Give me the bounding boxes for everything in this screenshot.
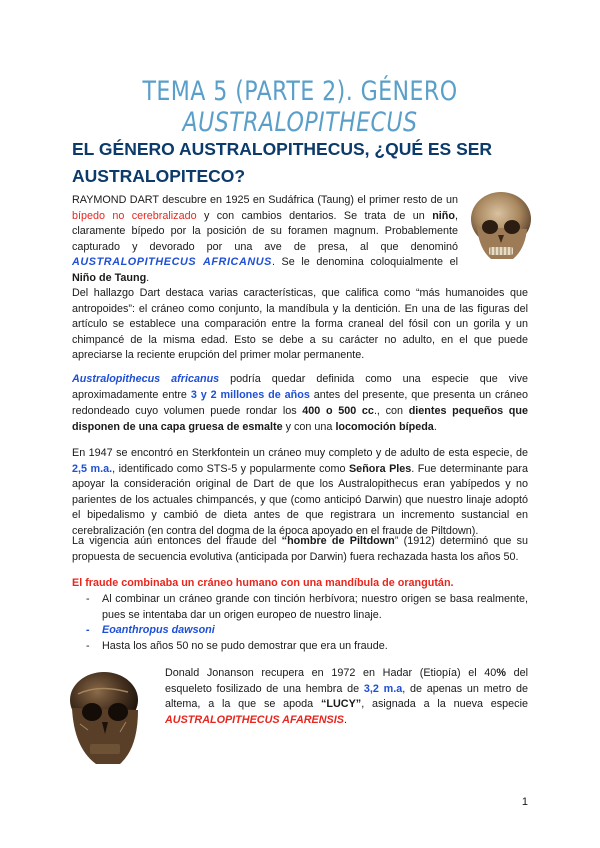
paragraph-piltdown <box>72 534 528 565</box>
list-item: - Al combinar un cráneo grande con tinción herbívora; nuestro origen se basa realmente, pues se intentaba dar un origen europeo de nuestro linaje. <box>72 592 528 623</box>
text: , claramente bípedo por la posición de su foramen magnum. Probablemente capturado y devorado por una ave de presa, al que denominó <box>72 209 458 253</box>
bold-text: 400 o 500 cc <box>302 405 374 417</box>
species-name: Australopithecus africanus <box>72 373 220 385</box>
paragraph-dart <box>72 193 458 287</box>
bold-text: “hombre de Piltdown <box>281 535 395 547</box>
bold-text: dientes pequeños que disponen de una capa gruesa de esmalte <box>72 405 529 433</box>
text: podría quedar definida como una especie que vive aproximadamente entre <box>72 373 528 401</box>
taung-skull-image <box>465 187 537 267</box>
text: , asignada a la nueva especie <box>361 698 528 711</box>
highlight-years: 3 y 2 millones de años <box>190 389 310 401</box>
bold-text: % <box>496 667 506 679</box>
highlight-age: 2,5 m.a. <box>72 462 113 475</box>
text: RAYMOND DART descubre en 1925 en Sudáfrica (Taung) el primer resto de un <box>72 194 458 206</box>
paragraph-africanus <box>72 371 528 435</box>
page-number: 1 <box>521 796 528 808</box>
bold-text: locomoción bípeda <box>335 421 434 433</box>
text: y con cambios dentarios. Se trata de un <box>196 209 433 222</box>
text: . Se le denomina coloquialmente el <box>271 256 458 269</box>
highlight-red: bípedo no cerebralizado <box>72 209 197 222</box>
species-name: AUSTRALOPITHECUS AFARENSIS <box>165 713 344 726</box>
text: . <box>146 271 150 284</box>
text: , identificado como STS-5 y popularmente como <box>112 462 349 475</box>
text: . Fue determinante para apoyar la consideración original de Dart de que los Australopithecus eran yabípedos y no parientes de los actuales chimpancés, y que (como anticipó Darwin) que nuestro linaje adoptó el bipedalismo y cambió de dieta antes de que registrara un incremento sustancial en cerebralización (en contra del dogma de la época apoyado en el fraude de Piltdown). <box>72 462 528 537</box>
paragraph-characteristics: Del hallazgo Dart destaca varias características, que califica como “más humanoides que antropoides”: el cráneo como conjunto, la mandíbula y la dentición. En una de las figuras del artículo se establece una comparación entre la forma craneal del fósil con un gorila y un chimpancé de la misma edad. Esto se debe a su carácter no adulto, en el que puede apreciarse la reciente erupción del primer molar permanente. <box>72 287 528 362</box>
lucy-skull-image <box>58 664 154 772</box>
species-name: AUSTRALOPITHECUS AFRICANUS <box>72 256 272 269</box>
fraud-bullet-list <box>72 592 528 654</box>
text: , de apenas un metro de altema, a la que se apoda <box>165 682 528 711</box>
page-title <box>54 76 546 138</box>
list-item: - Eoanthropus dawsoni <box>72 623 528 639</box>
bold-text: Señora Ples <box>348 462 412 475</box>
text: del esqueleto fosilizado de una hembra de <box>165 667 528 695</box>
text: . <box>433 421 437 433</box>
text: La vigencia aún entonces del fraude del <box>72 535 282 547</box>
paragraph-sterkfontein <box>72 446 528 540</box>
text: . <box>343 713 347 726</box>
bold-text: “LUCY” <box>320 698 362 711</box>
paragraph-lucy <box>165 666 528 728</box>
text: y con una <box>282 421 336 433</box>
text: En 1947 se encontró en Sterkfontein un cráneo muy completo y de adulto de esta especie, de <box>72 447 528 459</box>
text: Donald Jonanson recupera en 1972 en Hadar (Etiopía) el 40 <box>165 667 497 679</box>
fraud-statement: El fraude combinaba un cráneo humano con una mandíbula de orangután. <box>72 577 454 589</box>
text: ” (1912) determinó que su propuesta de secuencia evolutiva (anticipada por Darwin) fuera rechazada hasta los años 50. <box>72 535 528 563</box>
section-heading: EL GÉNERO AUSTRALOPITHECUS, ¿QUÉ ES SER AUSTRALOPITECO? <box>72 139 493 186</box>
text: ., con <box>373 405 409 417</box>
bold-text: Niño de Taung <box>72 271 147 284</box>
title-genus: AUSTRALOPITHECUS <box>182 107 418 138</box>
text: antes del presente, que presenta un cráneo redondeado cuyo volumen puede rondar los <box>72 389 528 417</box>
title-prefix: TEMA 5 (PARTE 2). GÉNERO <box>142 76 458 107</box>
bold-text: niño <box>432 209 455 222</box>
list-item: - Hasta los años 50 no se pudo demostrar que era un fraude. <box>72 639 528 655</box>
highlight-age: 3,2 m.a <box>363 682 403 695</box>
